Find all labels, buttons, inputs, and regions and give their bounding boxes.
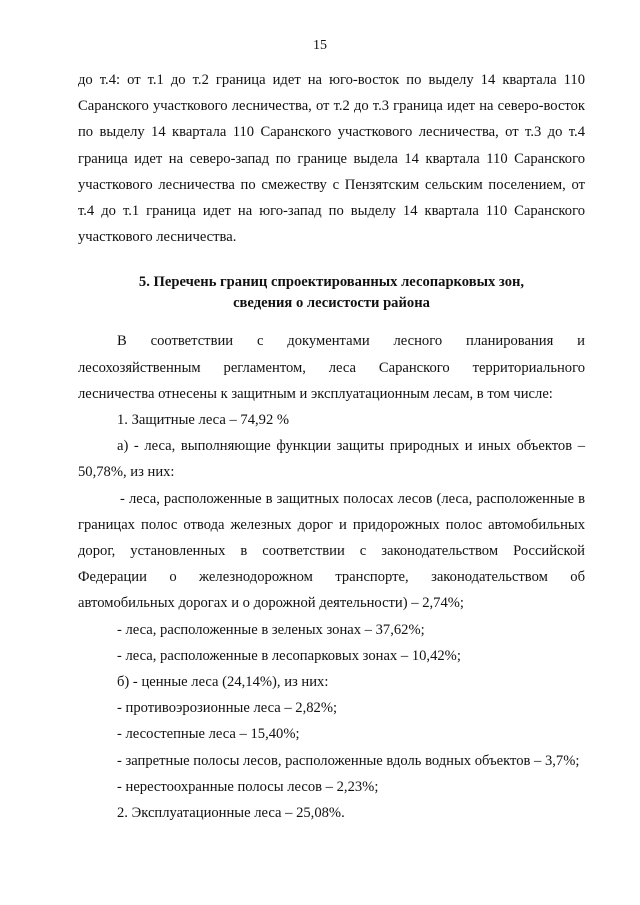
- paragraph-valuable-forests: б) - ценные леса (24,14%), из них:: [117, 674, 329, 691]
- page-number: 15: [313, 38, 327, 53]
- paragraph-anti-erosion-forests: - противоэрозионные леса – 2,82%;: [117, 700, 338, 717]
- paragraph-protective-strips: - леса, расположенные в защитных полосах лесов (леса, расположенные в границах полос отвода железных дорог и придорожных полос автомобильных дорог, установленных в соответствии с законодательством Российской Федерации о железнодорожном транспорте, законодательством об автомобильных дорогах и о дорожной деятельности) – 2,74%;: [78, 490, 585, 612]
- section-heading-line-2: сведения о лесистости района: [233, 295, 430, 312]
- paragraph-forest-steppe-forests: - лесостепные леса – 15,40%;: [117, 726, 300, 743]
- intro-paragraph: до т.4: от т.1 до т.2 граница идет на юго-восток по выделу 14 квартала 110 Саранского участкового лесничества, от т.2 до т.3 граница идет на северо-восток по выделу 14 квартала 110 Саранского участкового лесничества, от т.3 до т.4 граница идет на северо-запад по границе выдела 14 квартала 110 Саранского участкового лесничества по смежеству с Пензятским сельским поселением, от т.4 до т.1 граница идет на юго-запад по выделу 14 квартала 110 Саранского участкового лесничества.: [78, 72, 585, 246]
- paragraph-exploitation-forests: 2. Эксплуатационные леса – 25,08%.: [117, 805, 345, 822]
- document-body: [78, 67, 585, 826]
- paragraph-protective-forests: 1. Защитные леса – 74,92 %: [117, 412, 290, 429]
- paragraph-protection-function-forests: а) - леса, выполняющие функции защиты природных и иных объектов – 50,78%, из них:: [78, 438, 585, 481]
- section-heading: [78, 272, 585, 314]
- paragraph-forest-park-zones: - леса, расположенные в лесопарковых зонах – 10,42%;: [117, 647, 461, 664]
- paragraph-spawning-protection-strips: - нерестоохранные полосы лесов – 2,23%;: [117, 778, 379, 795]
- paragraph-green-zones: - леса, расположенные в зеленых зонах – 37,62%;: [117, 621, 425, 638]
- paragraph-forest-classification: В соответствии с документами лесного планирования и лесохозяйственным регламентом, леса Саранского территориального лесничества отнесены к защитным и эксплуатационным лесам, в том числе:: [78, 333, 585, 402]
- paragraph-water-protection-strips: - запретные полосы лесов, расположенные вдоль водных объектов – 3,7%;: [117, 752, 580, 769]
- section-heading-line-1: 5. Перечень границ спроектированных лесопарковых зон,: [138, 274, 525, 291]
